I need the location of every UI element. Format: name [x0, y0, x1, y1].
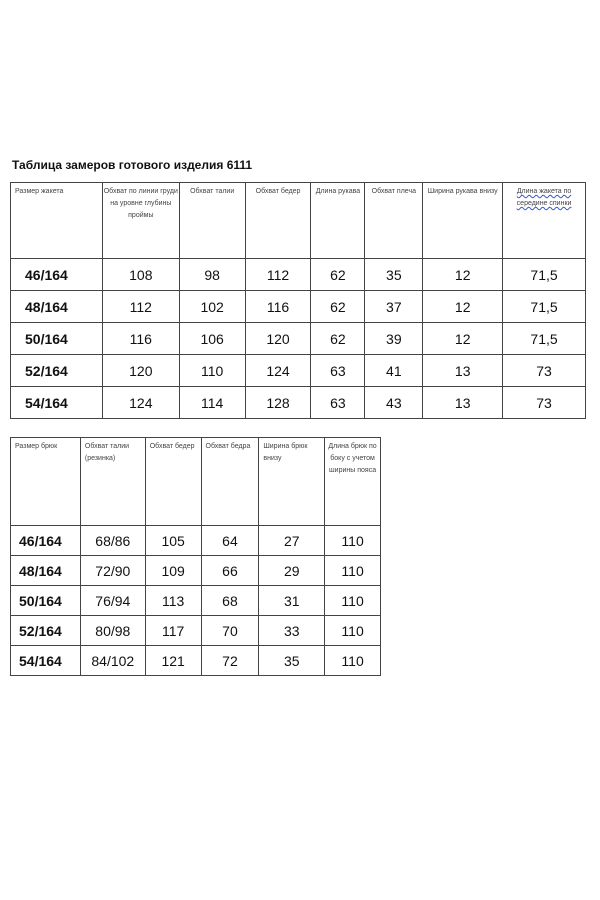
value-cell: 84/102 [80, 646, 145, 676]
value-cell: 12 [423, 259, 503, 291]
value-cell: 68/86 [80, 526, 145, 556]
value-cell: 72/90 [80, 556, 145, 586]
value-cell: 35 [365, 259, 423, 291]
value-cell: 106 [179, 323, 245, 355]
value-cell: 121 [145, 646, 201, 676]
table-row [11, 323, 586, 355]
size-cell: 46/164 [11, 526, 81, 556]
value-cell: 29 [259, 556, 325, 586]
value-cell: 13 [423, 387, 503, 419]
value-cell: 39 [365, 323, 423, 355]
header-cell: Длина рукава [311, 183, 365, 259]
size-cell: 54/164 [11, 646, 81, 676]
value-cell: 110 [325, 526, 381, 556]
header-cell: Ширина рукава внизу [423, 183, 503, 259]
value-cell: 98 [179, 259, 245, 291]
value-cell: 70 [201, 616, 259, 646]
value-cell: 63 [311, 355, 365, 387]
header-cell: Обхват бедра [201, 438, 259, 526]
value-cell: 128 [245, 387, 311, 419]
table-row [11, 586, 381, 616]
value-cell: 108 [102, 259, 179, 291]
value-cell: 116 [102, 323, 179, 355]
value-cell: 13 [423, 355, 503, 387]
table-row [11, 387, 586, 419]
header-cell-text: Длина жакета по середине спинки [516, 188, 572, 207]
value-cell: 105 [145, 526, 201, 556]
value-cell: 62 [311, 259, 365, 291]
value-cell: 113 [145, 586, 201, 616]
table-row [11, 646, 381, 676]
value-cell: 117 [145, 616, 201, 646]
table-row [11, 291, 586, 323]
header-cell: Размер брюк [11, 438, 81, 526]
jacket-measurements-table [10, 182, 586, 419]
table-row [11, 556, 381, 586]
value-cell: 110 [325, 586, 381, 616]
value-cell: 110 [325, 616, 381, 646]
value-cell: 12 [423, 323, 503, 355]
value-cell: 120 [102, 355, 179, 387]
value-cell: 41 [365, 355, 423, 387]
value-cell: 33 [259, 616, 325, 646]
value-cell: 112 [102, 291, 179, 323]
table-row [11, 355, 586, 387]
value-cell: 31 [259, 586, 325, 616]
value-cell: 73 [503, 387, 586, 419]
header-cell: Длина брюк по боку с учетом ширины пояса [325, 438, 381, 526]
value-cell: 73 [503, 355, 586, 387]
value-cell: 109 [145, 556, 201, 586]
value-cell: 68 [201, 586, 259, 616]
size-cell: 46/164 [11, 259, 103, 291]
value-cell: 110 [179, 355, 245, 387]
value-cell: 37 [365, 291, 423, 323]
value-cell: 43 [365, 387, 423, 419]
value-cell: 66 [201, 556, 259, 586]
header-cell: Размер жакета [11, 183, 103, 259]
size-cell: 48/164 [11, 291, 103, 323]
value-cell: 124 [245, 355, 311, 387]
value-cell: 64 [201, 526, 259, 556]
value-cell: 76/94 [80, 586, 145, 616]
table-title: Таблица замеров готового изделия 6111 [12, 158, 253, 172]
value-cell: 116 [245, 291, 311, 323]
value-cell: 124 [102, 387, 179, 419]
header-cell [503, 183, 586, 259]
value-cell: 62 [311, 323, 365, 355]
value-cell: 80/98 [80, 616, 145, 646]
size-cell: 54/164 [11, 387, 103, 419]
size-cell: 52/164 [11, 616, 81, 646]
table-row [11, 616, 381, 646]
table-header-row [11, 183, 586, 259]
value-cell: 27 [259, 526, 325, 556]
value-cell: 71,5 [503, 259, 586, 291]
table-header-row [11, 438, 381, 526]
table-row [11, 259, 586, 291]
value-cell: 102 [179, 291, 245, 323]
size-cell: 50/164 [11, 586, 81, 616]
pants-measurements-table [10, 437, 381, 676]
size-cell: 52/164 [11, 355, 103, 387]
header-cell: Обхват талии (резинка) [80, 438, 145, 526]
header-cell: Обхват бедер [245, 183, 311, 259]
value-cell: 114 [179, 387, 245, 419]
value-cell: 110 [325, 556, 381, 586]
value-cell: 62 [311, 291, 365, 323]
value-cell: 71,5 [503, 291, 586, 323]
header-cell: Обхват плеча [365, 183, 423, 259]
value-cell: 112 [245, 259, 311, 291]
value-cell: 72 [201, 646, 259, 676]
header-cell: Обхват бедер [145, 438, 201, 526]
value-cell: 35 [259, 646, 325, 676]
value-cell: 63 [311, 387, 365, 419]
value-cell: 120 [245, 323, 311, 355]
table-row [11, 526, 381, 556]
value-cell: 12 [423, 291, 503, 323]
header-cell: Обхват по линии груди на уровне глубины проймы [102, 183, 179, 259]
value-cell: 110 [325, 646, 381, 676]
header-cell: Ширина брюк внизу [259, 438, 325, 526]
value-cell: 71,5 [503, 323, 586, 355]
size-cell: 50/164 [11, 323, 103, 355]
size-cell: 48/164 [11, 556, 81, 586]
header-cell: Обхват талии [179, 183, 245, 259]
